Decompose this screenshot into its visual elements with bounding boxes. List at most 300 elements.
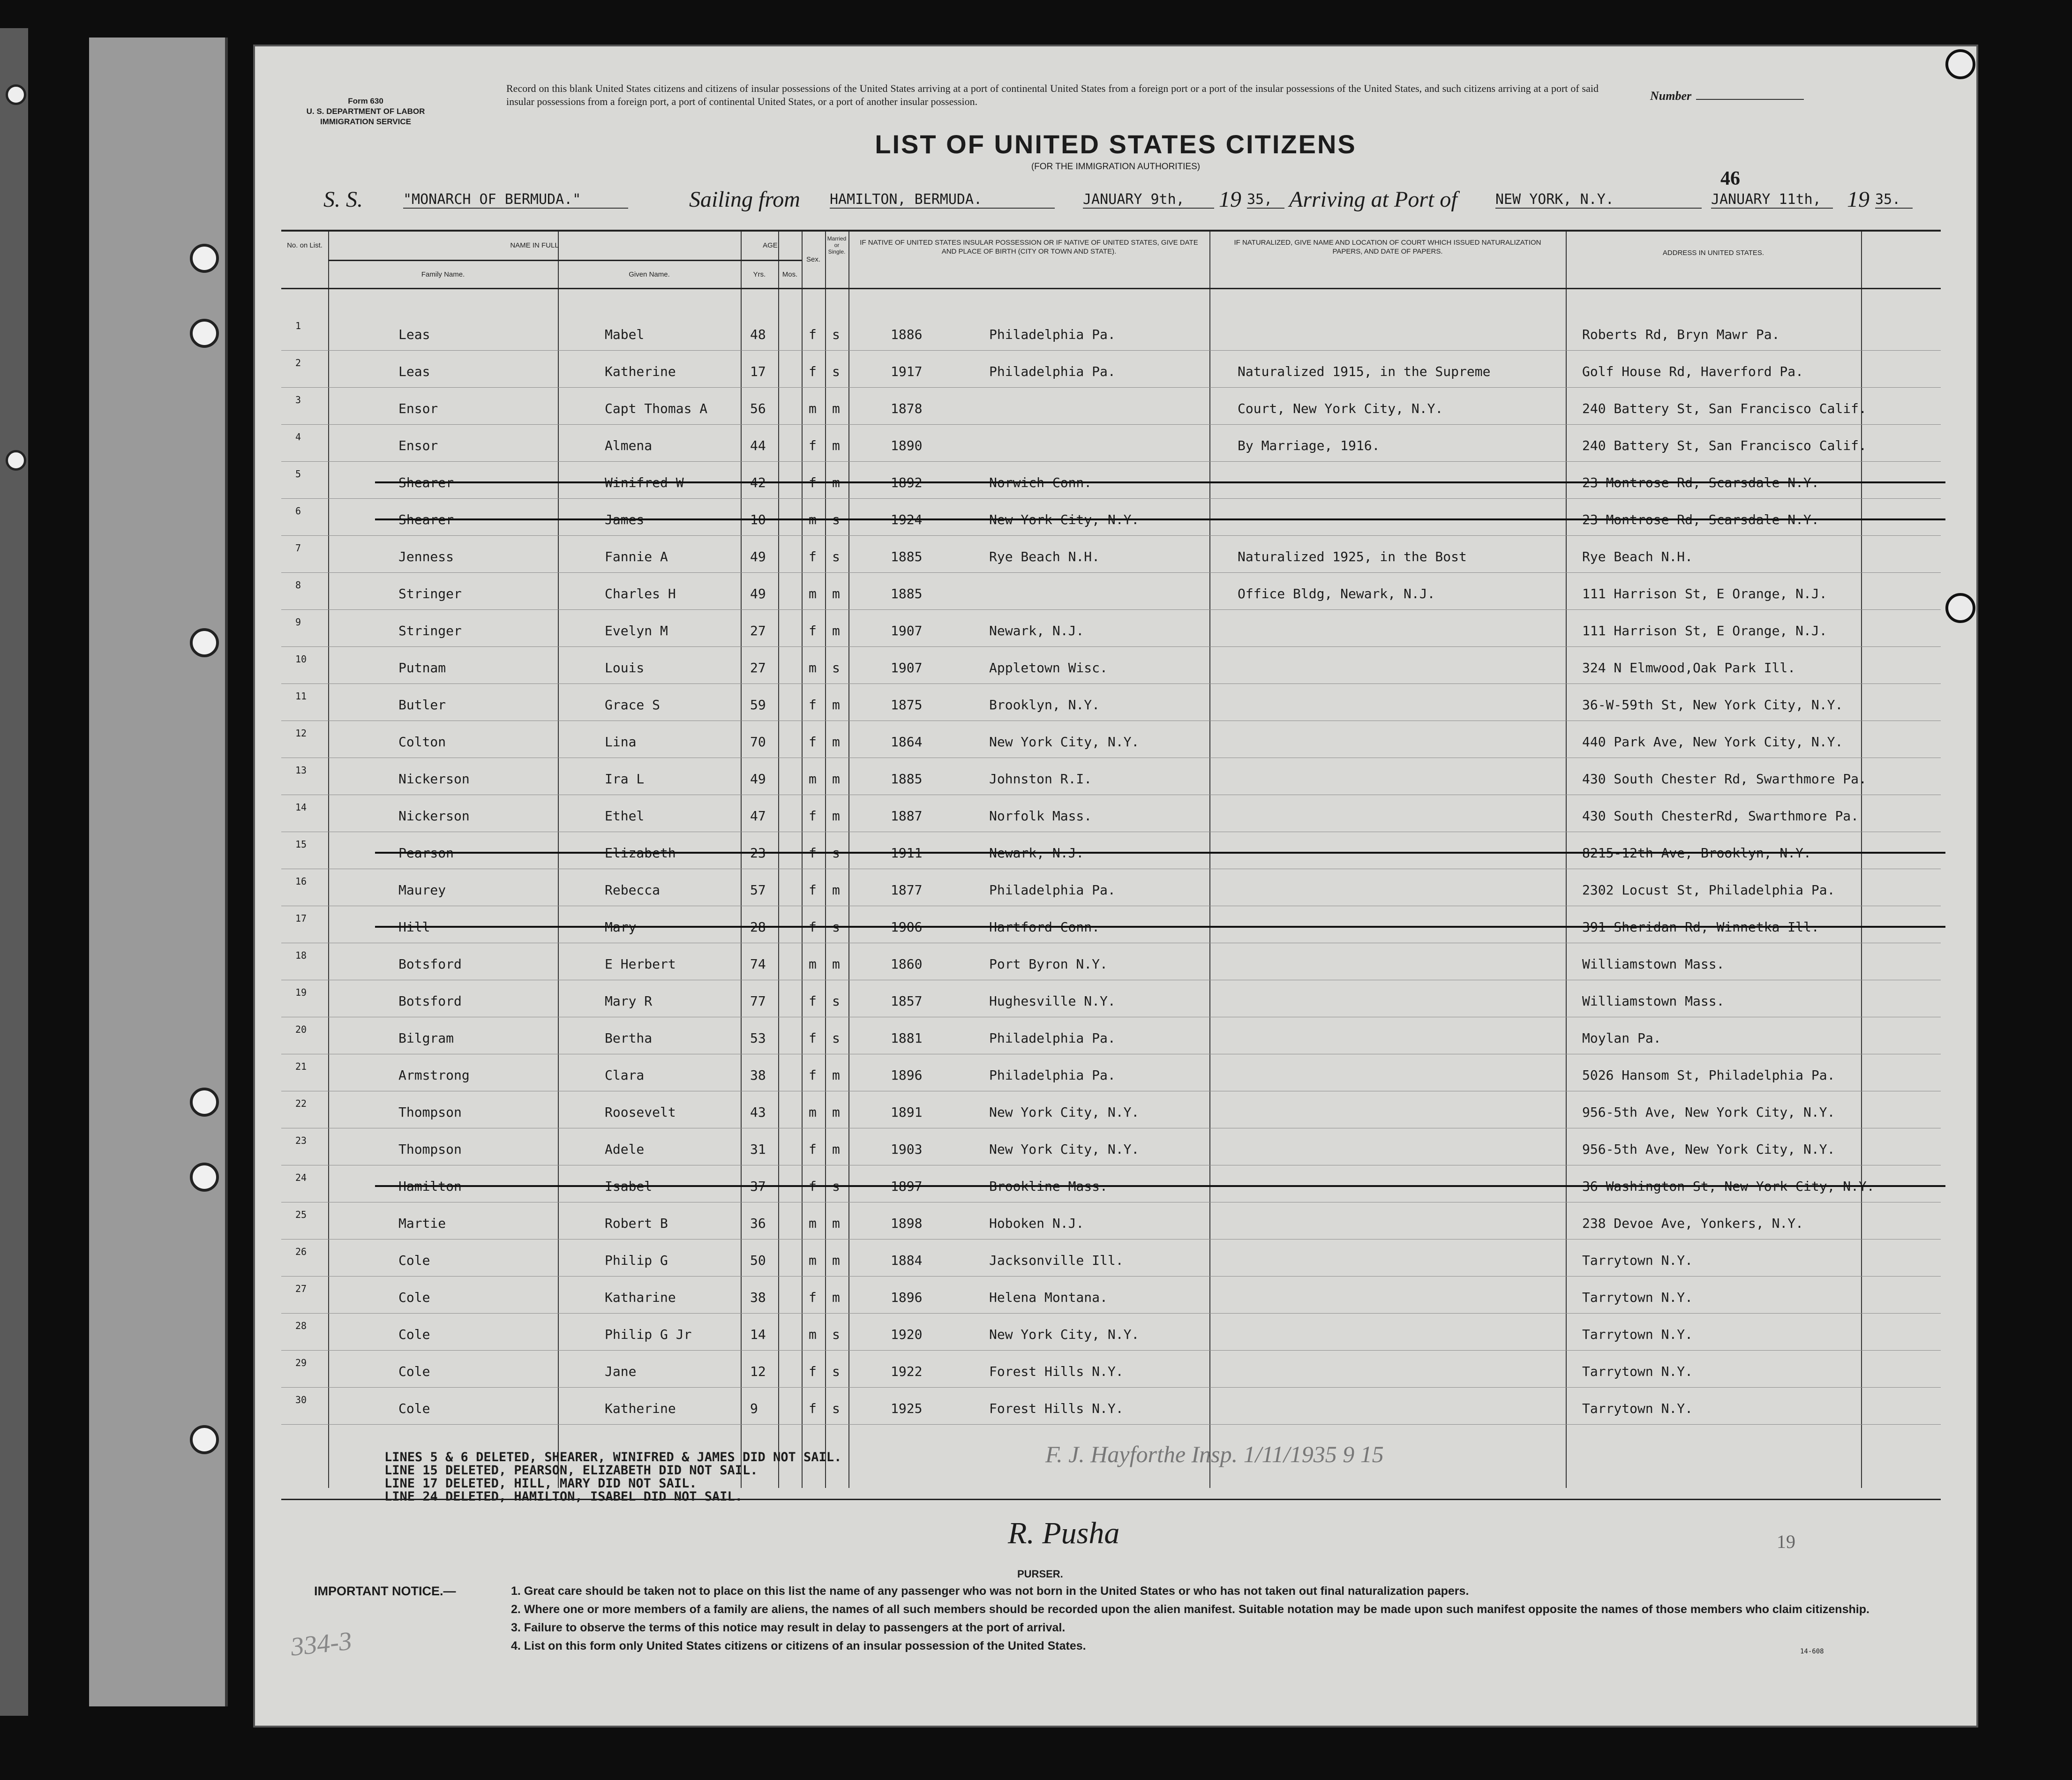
arrival-year-prefix: 19 bbox=[1847, 187, 1869, 212]
marital-status: m bbox=[832, 475, 840, 490]
birth-year: 1884 bbox=[891, 1253, 923, 1268]
sex: m bbox=[809, 660, 817, 676]
birth-year: 1917 bbox=[891, 364, 923, 379]
sex: f bbox=[809, 993, 817, 1009]
us-address: 440 Park Ave, New York City, N.Y. bbox=[1582, 734, 1843, 750]
birth-year: 1907 bbox=[891, 623, 923, 638]
given-name: Clara bbox=[605, 1067, 645, 1083]
us-address: Rye Beach N.H. bbox=[1582, 549, 1693, 564]
marital-status: m bbox=[832, 1142, 840, 1157]
us-address: Roberts Rd, Bryn Mawr Pa. bbox=[1582, 327, 1780, 342]
row-number: 28 bbox=[295, 1320, 307, 1331]
birth-year: 1892 bbox=[891, 475, 923, 490]
age-years: 53 bbox=[750, 1030, 766, 1046]
age-years: 70 bbox=[750, 734, 766, 750]
marital-status: s bbox=[832, 1364, 840, 1379]
sex: f bbox=[809, 697, 817, 713]
given-name: Capt Thomas A bbox=[605, 401, 708, 416]
sex: f bbox=[809, 845, 817, 861]
purser-label: PURSER. bbox=[1017, 1568, 1063, 1580]
row-number: 15 bbox=[295, 839, 307, 850]
marital-status: m bbox=[832, 1216, 840, 1231]
us-address: Williamstown Mass. bbox=[1582, 993, 1725, 1009]
manifest-sheet bbox=[253, 45, 1978, 1727]
given-name: Almena bbox=[605, 438, 653, 453]
birth-year: 1906 bbox=[891, 919, 923, 935]
sex: m bbox=[809, 1216, 817, 1231]
family-name: Colton bbox=[398, 734, 446, 750]
birth-place: Jacksonville Ill. bbox=[989, 1253, 1124, 1268]
row-number: 26 bbox=[295, 1246, 307, 1257]
birth-place: Philadelphia Pa. bbox=[989, 364, 1116, 379]
deletion-note: LINE 24 DELETED, HAMILTON, ISABEL DID NOT SAIL. bbox=[384, 1489, 743, 1504]
family-name: Shearer bbox=[398, 512, 454, 527]
birth-place: New York City, N.Y. bbox=[989, 1104, 1140, 1120]
birth-place: Helena Montana. bbox=[989, 1290, 1108, 1305]
family-name: Hill bbox=[398, 919, 430, 935]
punch-hole bbox=[190, 628, 219, 657]
given-name: Fannie A bbox=[605, 549, 668, 564]
notice-item: 1. Great care should be taken not to place on this list the name of any passenger who was not born in the United States or who has not taken out final naturalization papers. bbox=[511, 1585, 1469, 1598]
us-address: 23 Montrose Rd, Scarsdale N.Y. bbox=[1582, 512, 1819, 527]
family-name: Stringer bbox=[398, 623, 462, 638]
age-years: 43 bbox=[750, 1104, 766, 1120]
row-number: 16 bbox=[295, 876, 307, 887]
age-years: 74 bbox=[750, 956, 766, 972]
us-address: 430 South Chester Rd, Swarthmore Pa. bbox=[1582, 771, 1867, 787]
birth-year: 1881 bbox=[891, 1030, 923, 1046]
birth-place: Newark, N.J. bbox=[989, 845, 1084, 861]
age-years: 36 bbox=[750, 1216, 766, 1231]
family-name: Pearson bbox=[398, 845, 454, 861]
birth-year: 1877 bbox=[891, 882, 923, 898]
us-address: 36-W-59th St, New York City, N.Y. bbox=[1582, 697, 1843, 713]
marital-status: m bbox=[832, 586, 840, 601]
age-years: 17 bbox=[750, 364, 766, 379]
table-row bbox=[281, 462, 1941, 499]
birth-place: Port Byron N.Y. bbox=[989, 956, 1108, 972]
page-subtitle: (FOR THE IMMIGRATION AUTHORITIES) bbox=[1031, 162, 1201, 172]
birth-year: 1903 bbox=[891, 1142, 923, 1157]
family-name: Ensor bbox=[398, 401, 438, 416]
arrival-port: NEW YORK, N.Y. bbox=[1495, 191, 1702, 209]
family-name: Stringer bbox=[398, 586, 462, 601]
table-row bbox=[281, 536, 1941, 573]
marital-status: s bbox=[832, 512, 840, 527]
table-row bbox=[281, 943, 1941, 980]
family-name: Armstrong bbox=[398, 1067, 470, 1083]
age-years: 50 bbox=[750, 1253, 766, 1268]
age-years: 42 bbox=[750, 475, 766, 490]
birth-year: 1896 bbox=[891, 1067, 923, 1083]
us-address: 8215-12th Ave, Brooklyn, N.Y. bbox=[1582, 845, 1811, 861]
birth-year: 1857 bbox=[891, 993, 923, 1009]
us-address: Tarrytown N.Y. bbox=[1582, 1401, 1693, 1416]
us-address: Tarrytown N.Y. bbox=[1582, 1327, 1693, 1342]
naturalization-note: Naturalized 1925, in the Bost bbox=[1238, 549, 1467, 564]
form-number: Form 630 bbox=[348, 97, 383, 105]
sex: f bbox=[809, 1030, 817, 1046]
us-address: 238 Devoe Ave, Yonkers, N.Y. bbox=[1582, 1216, 1804, 1231]
family-name: Thompson bbox=[398, 1104, 462, 1120]
header-birth: IF NATIVE OF UNITED STATES INSULAR POSSESSION OR IF NATIVE OF UNITED STATES, GIVE DATE AND PLACE OF BIRTH (CITY OR TOWN AND STATE). bbox=[860, 239, 1198, 255]
given-name: E Herbert bbox=[605, 956, 676, 972]
marital-status: m bbox=[832, 882, 840, 898]
family-name: Thompson bbox=[398, 1142, 462, 1157]
birth-year: 1907 bbox=[891, 660, 923, 676]
table-row bbox=[281, 1091, 1941, 1128]
given-name: Philip G Jr bbox=[605, 1327, 692, 1342]
age-years: 38 bbox=[750, 1290, 766, 1305]
table-row bbox=[281, 684, 1941, 721]
birth-place: Philadelphia Pa. bbox=[989, 882, 1116, 898]
family-name: Maurey bbox=[398, 882, 446, 898]
birth-year: 1885 bbox=[891, 549, 923, 564]
given-name: Adele bbox=[605, 1142, 645, 1157]
birth-place: Philadelphia Pa. bbox=[989, 327, 1116, 342]
birth-place: Hoboken N.J. bbox=[989, 1216, 1084, 1231]
age-years: 23 bbox=[750, 845, 766, 861]
birth-place: Philadelphia Pa. bbox=[989, 1067, 1116, 1083]
table-row bbox=[281, 832, 1941, 869]
birth-year: 1924 bbox=[891, 512, 923, 527]
table-row bbox=[281, 314, 1941, 351]
row-number: 19 bbox=[295, 987, 307, 998]
form-preamble: Record on this blank United States citizens and citizens of insular possessions of the United States arriving at a port of continental United States from a foreign port or a port of the insular possessions of the United States, and such citizens arriving at a port of said insular possessions from a foreign port, a port of continental United States, or a port of another insular possession. bbox=[506, 83, 1599, 107]
marital-status: m bbox=[832, 956, 840, 972]
birth-place: Forest Hills N.Y. bbox=[989, 1401, 1124, 1416]
age-years: 9 bbox=[750, 1401, 758, 1416]
number-blank bbox=[1696, 99, 1804, 100]
table-row bbox=[281, 1017, 1941, 1054]
us-address: Golf House Rd, Haverford Pa. bbox=[1582, 364, 1804, 379]
us-address: 240 Battery St, San Francisco Calif. bbox=[1582, 438, 1867, 453]
departure-date: JANUARY 9th, bbox=[1083, 191, 1214, 209]
given-name: Ira L bbox=[605, 771, 645, 787]
table-row bbox=[281, 1202, 1941, 1239]
sex: f bbox=[809, 1401, 817, 1416]
table-row bbox=[281, 1314, 1941, 1351]
age-years: 49 bbox=[750, 586, 766, 601]
given-name: Katharine bbox=[605, 1290, 676, 1305]
marital-status: m bbox=[832, 1253, 840, 1268]
given-name: Mary bbox=[605, 919, 637, 935]
birth-place: Hartford Conn. bbox=[989, 919, 1100, 935]
table-row bbox=[281, 869, 1941, 906]
number-label: Number bbox=[1650, 89, 1692, 103]
birth-year: 1891 bbox=[891, 1104, 923, 1120]
birth-year: 1878 bbox=[891, 401, 923, 416]
table-row bbox=[281, 1239, 1941, 1277]
family-name: Botsford bbox=[398, 993, 462, 1009]
age-years: 59 bbox=[750, 697, 766, 713]
family-name: Butler bbox=[398, 697, 446, 713]
family-name: Cole bbox=[398, 1401, 430, 1416]
deletion-note: LINES 5 & 6 DELETED, SHEARER, WINIFRED & JAMES DID NOT SAIL. bbox=[384, 1450, 842, 1465]
header-yrs: Yrs. bbox=[753, 270, 766, 278]
family-name: Cole bbox=[398, 1290, 430, 1305]
punch-hole bbox=[190, 244, 219, 273]
table-row bbox=[281, 795, 1941, 832]
birth-place: New York City, N.Y. bbox=[989, 1327, 1140, 1342]
given-name: Winifred W bbox=[605, 475, 684, 490]
given-name: Grace S bbox=[605, 697, 661, 713]
us-address: Tarrytown N.Y. bbox=[1582, 1253, 1693, 1268]
us-address: Tarrytown N.Y. bbox=[1582, 1290, 1693, 1305]
birth-year: 1887 bbox=[891, 808, 923, 824]
birth-place: Rye Beach N.H. bbox=[989, 549, 1100, 564]
marital-status: s bbox=[832, 1030, 840, 1046]
us-address: 23 Montrose Rd, Scarsdale N.Y. bbox=[1582, 475, 1819, 490]
table-row bbox=[281, 647, 1941, 684]
birth-place: Hughesville N.Y. bbox=[989, 993, 1116, 1009]
family-name: Hamilton bbox=[398, 1179, 462, 1194]
header-married: Married or Single. bbox=[827, 235, 847, 255]
birth-place: Brookline Mass. bbox=[989, 1179, 1108, 1194]
naturalization-note: Court, New York City, N.Y. bbox=[1238, 401, 1443, 416]
row-number: 3 bbox=[295, 394, 301, 406]
naturalization-note: By Marriage, 1916. bbox=[1238, 438, 1380, 453]
binder-ring bbox=[6, 450, 26, 471]
row-number: 9 bbox=[295, 616, 301, 628]
family-name: Shearer bbox=[398, 475, 454, 490]
birth-place: New York City, N.Y. bbox=[989, 512, 1140, 527]
naturalization-note: Office Bldg, Newark, N.J. bbox=[1238, 586, 1435, 601]
given-name: Evelyn M bbox=[605, 623, 668, 638]
us-address: 111 Harrison St, E Orange, N.J. bbox=[1582, 623, 1827, 638]
birth-year: 1864 bbox=[891, 734, 923, 750]
birth-year: 1890 bbox=[891, 438, 923, 453]
row-number: 7 bbox=[295, 542, 301, 554]
birth-year: 1925 bbox=[891, 1401, 923, 1416]
header-sex: Sex. bbox=[806, 255, 820, 263]
sex: f bbox=[809, 1364, 817, 1379]
header-mos: Mos. bbox=[782, 270, 798, 278]
deletion-note: LINE 15 DELETED, PEARSON, ELIZABETH DID NOT SAIL. bbox=[384, 1463, 758, 1478]
given-name: Roosevelt bbox=[605, 1104, 676, 1120]
page-title: LIST OF UNITED STATES CITIZENS bbox=[875, 129, 1357, 159]
us-address: Tarrytown N.Y. bbox=[1582, 1364, 1693, 1379]
sex: f bbox=[809, 919, 817, 935]
sheet-number: 19 bbox=[1777, 1531, 1795, 1552]
us-address: 391 Sheridan Rd, Winnetka Ill. bbox=[1582, 919, 1819, 935]
table-row bbox=[281, 758, 1941, 795]
age-years: 57 bbox=[750, 882, 766, 898]
given-name: Lina bbox=[605, 734, 637, 750]
sex: m bbox=[809, 1327, 817, 1342]
marital-status: s bbox=[832, 327, 840, 342]
marital-status: s bbox=[832, 1401, 840, 1416]
us-address: 111 Harrison St, E Orange, N.J. bbox=[1582, 586, 1827, 601]
birth-year: 1920 bbox=[891, 1327, 923, 1342]
row-number: 18 bbox=[295, 950, 307, 961]
birth-year: 1896 bbox=[891, 1290, 923, 1305]
marital-status: s bbox=[832, 1179, 840, 1194]
family-name: Bilgram bbox=[398, 1030, 454, 1046]
marital-status: s bbox=[832, 993, 840, 1009]
age-years: 14 bbox=[750, 1327, 766, 1342]
notice-divider bbox=[281, 1499, 1941, 1500]
family-name: Jenness bbox=[398, 549, 454, 564]
marital-status: s bbox=[832, 364, 840, 379]
family-name: Leas bbox=[398, 364, 430, 379]
given-name: James bbox=[605, 512, 645, 527]
form-identifier bbox=[286, 96, 445, 127]
notice-heading: IMPORTANT NOTICE.— bbox=[314, 1584, 456, 1598]
table-row bbox=[281, 721, 1941, 758]
birth-place: Appletown Wisc. bbox=[989, 660, 1108, 676]
birth-place: Norfolk Mass. bbox=[989, 808, 1092, 824]
header-given-name: Given Name. bbox=[629, 270, 670, 278]
number-field bbox=[1650, 89, 1804, 103]
family-name: Nickerson bbox=[398, 808, 470, 824]
department-name: U. S. DEPARTMENT OF LABOR bbox=[306, 107, 425, 116]
birth-year: 1885 bbox=[891, 586, 923, 601]
sex: f bbox=[809, 1179, 817, 1194]
given-name: Katherine bbox=[605, 1401, 676, 1416]
voyage-line bbox=[323, 183, 1941, 216]
birth-year: 1898 bbox=[891, 1216, 923, 1231]
arrival-date: JANUARY 11th, bbox=[1711, 191, 1833, 209]
notice-item: 4. List on this form only United States citizens or citizens of an insular possession of the United States. bbox=[511, 1639, 1086, 1652]
us-address: 5026 Hansom St, Philadelphia Pa. bbox=[1582, 1067, 1835, 1083]
sex: m bbox=[809, 1253, 817, 1268]
family-name: Cole bbox=[398, 1364, 430, 1379]
row-number: 23 bbox=[295, 1135, 307, 1146]
punch-hole bbox=[190, 319, 219, 348]
marital-status: m bbox=[832, 734, 840, 750]
row-number: 12 bbox=[295, 728, 307, 739]
sex: f bbox=[809, 549, 817, 564]
header-family-name: Family Name. bbox=[421, 270, 465, 278]
sex: f bbox=[809, 623, 817, 638]
sex: f bbox=[809, 438, 817, 453]
sex: f bbox=[809, 1142, 817, 1157]
notice-item: 2. Where one or more members of a family are aliens, the names of all such members should be recorded upon the alien manifest. Suitable notation may be made upon such manifest opposite the names of those members who claim citizenship. bbox=[511, 1603, 1869, 1616]
family-name: Leas bbox=[398, 327, 430, 342]
sex: f bbox=[809, 882, 817, 898]
marital-status: s bbox=[832, 845, 840, 861]
marital-status: m bbox=[832, 438, 840, 453]
birth-year: 1860 bbox=[891, 956, 923, 972]
family-name: Martie bbox=[398, 1216, 446, 1231]
row-number: 21 bbox=[295, 1061, 307, 1072]
given-name: Mabel bbox=[605, 327, 645, 342]
page-number: 46 bbox=[1720, 168, 1740, 189]
table-row bbox=[281, 1054, 1941, 1091]
row-number: 27 bbox=[295, 1283, 307, 1294]
sex: f bbox=[809, 734, 817, 750]
family-name: Cole bbox=[398, 1327, 430, 1342]
naturalization-note: Naturalized 1915, in the Supreme bbox=[1238, 364, 1491, 379]
table-row bbox=[281, 610, 1941, 647]
birth-place: New York City, N.Y. bbox=[989, 734, 1140, 750]
departure-year: 35, bbox=[1247, 191, 1284, 209]
header-name-in-full: NAME IN FULL bbox=[510, 241, 559, 249]
punch-hole bbox=[190, 1163, 219, 1192]
birth-place: Philadelphia Pa. bbox=[989, 1030, 1116, 1046]
binder-ring bbox=[6, 84, 26, 105]
row-number: 8 bbox=[295, 579, 301, 591]
table-row bbox=[281, 388, 1941, 425]
previous-page-edge bbox=[89, 38, 228, 1706]
us-address: 956-5th Ave, New York City, N.Y. bbox=[1582, 1142, 1835, 1157]
birth-year: 1911 bbox=[891, 845, 923, 861]
sex: f bbox=[809, 1067, 817, 1083]
us-address: Williamstown Mass. bbox=[1582, 956, 1725, 972]
age-years: 77 bbox=[750, 993, 766, 1009]
family-name: Botsford bbox=[398, 956, 462, 972]
sex: f bbox=[809, 475, 817, 490]
row-number: 20 bbox=[295, 1024, 307, 1035]
given-name: Jane bbox=[605, 1364, 637, 1379]
us-address: 36 Washington St, New York City, N.Y. bbox=[1582, 1179, 1875, 1194]
age-years: 12 bbox=[750, 1364, 766, 1379]
given-name: Charles H bbox=[605, 586, 676, 601]
age-years: 28 bbox=[750, 919, 766, 935]
given-name: Isabel bbox=[605, 1179, 653, 1194]
header-address: ADDRESS IN UNITED STATES. bbox=[1662, 249, 1764, 257]
header-rule bbox=[281, 288, 1941, 289]
marital-status: m bbox=[832, 1290, 840, 1305]
sex: f bbox=[809, 327, 817, 342]
us-address: 324 N Elmwood,Oak Park Ill. bbox=[1582, 660, 1796, 676]
given-name: Mary R bbox=[605, 993, 653, 1009]
sex: m bbox=[809, 586, 817, 601]
header-age: AGE. bbox=[763, 241, 780, 249]
passenger-table bbox=[281, 230, 1941, 1491]
marital-status: m bbox=[832, 401, 840, 416]
given-name: Philip G bbox=[605, 1253, 668, 1268]
marital-status: s bbox=[832, 549, 840, 564]
birth-year: 1897 bbox=[891, 1179, 923, 1194]
row-number: 2 bbox=[295, 357, 301, 368]
given-name: Elizabeth bbox=[605, 845, 676, 861]
us-address: 430 South ChesterRd, Swarthmore Pa. bbox=[1582, 808, 1859, 824]
sex: m bbox=[809, 771, 817, 787]
birth-place: New York City, N.Y. bbox=[989, 1142, 1140, 1157]
row-number: 25 bbox=[295, 1209, 307, 1220]
pencil-annotation: 334-3 bbox=[289, 1626, 353, 1662]
marital-status: s bbox=[832, 1327, 840, 1342]
header-rule bbox=[328, 260, 741, 261]
punch-hole bbox=[190, 1088, 219, 1117]
table-row bbox=[281, 980, 1941, 1017]
sex: f bbox=[809, 1290, 817, 1305]
family-name: Nickerson bbox=[398, 771, 470, 787]
given-name: Rebecca bbox=[605, 882, 661, 898]
header-no: No. on List. bbox=[287, 241, 323, 249]
age-years: 49 bbox=[750, 771, 766, 787]
table-row bbox=[281, 1165, 1941, 1202]
sex: m bbox=[809, 956, 817, 972]
birth-place: Brooklyn, N.Y. bbox=[989, 697, 1100, 713]
table-row bbox=[281, 1277, 1941, 1314]
birth-place: Newark, N.J. bbox=[989, 623, 1084, 638]
marital-status: m bbox=[832, 697, 840, 713]
sex: f bbox=[809, 364, 817, 379]
marital-status: m bbox=[832, 771, 840, 787]
ship-name: "MONARCH OF BERMUDA." bbox=[403, 191, 628, 209]
age-years: 48 bbox=[750, 327, 766, 342]
birth-year: 1875 bbox=[891, 697, 923, 713]
deletion-notes bbox=[384, 1451, 841, 1503]
table-row bbox=[281, 906, 1941, 943]
marital-status: s bbox=[832, 919, 840, 935]
age-years: 47 bbox=[750, 808, 766, 824]
row-number: 10 bbox=[295, 653, 307, 665]
age-years: 44 bbox=[750, 438, 766, 453]
